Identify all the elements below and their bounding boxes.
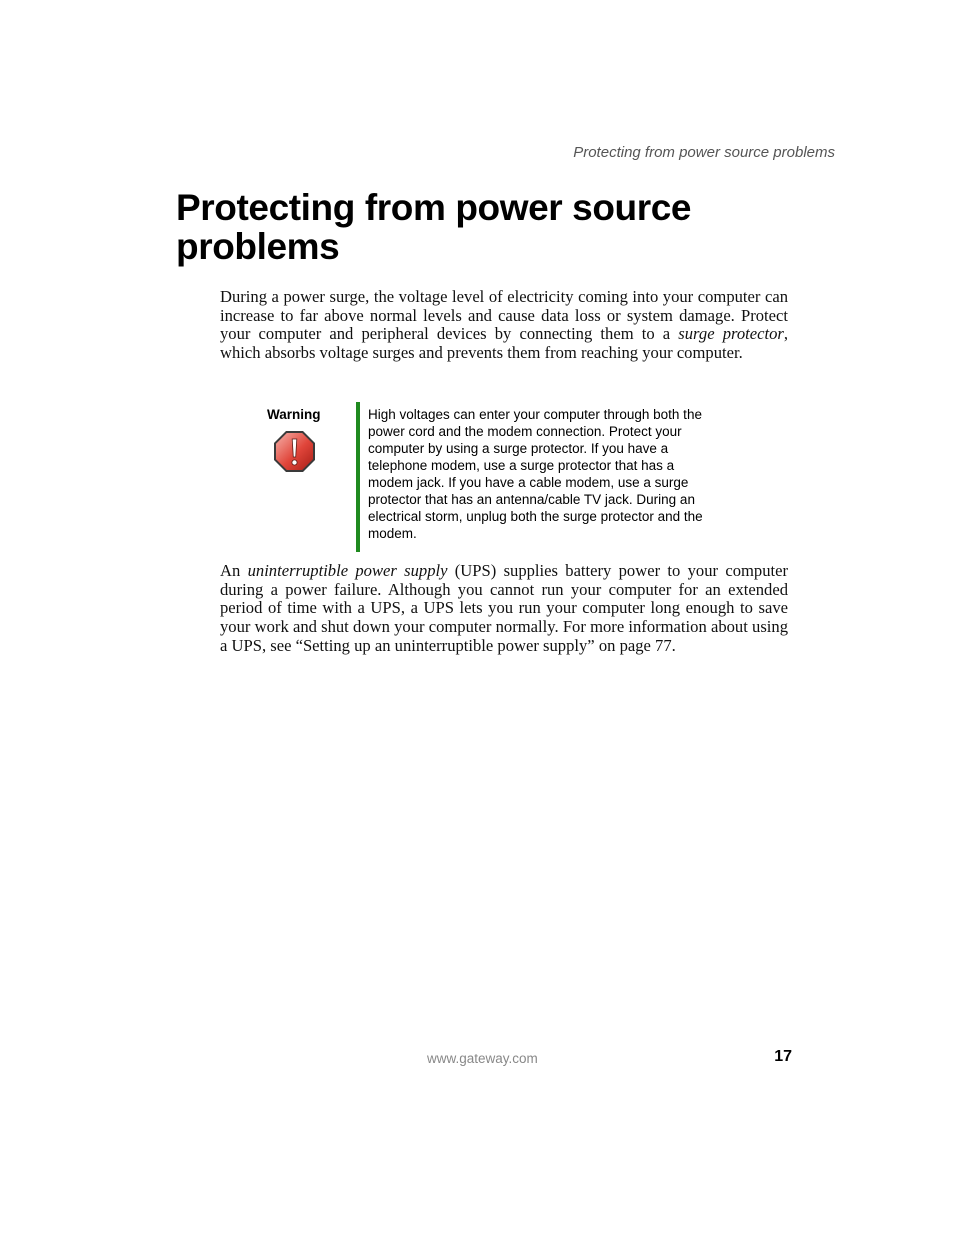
warning-line: power cord and the modem connection. Protect your — [368, 424, 682, 439]
warning-line: High voltages can enter your computer through both the — [368, 407, 702, 422]
warning-text — [368, 406, 733, 542]
page-number: 17 — [774, 1048, 792, 1065]
ups-paragraph — [220, 562, 788, 656]
intro-text-end: , which absorbs voltage surges and prevents them from reaching your computer. — [220, 324, 788, 363]
ups-text-end: (UPS) supplies battery power to your computer during a power failure. Although you cannot run your computer for an extended period of time with a UPS, a UPS lets you run your computer long enough to save your work and shut down your computer normally. For more information about using a UPS, see “Setting up an uninterruptible power supply” on page 77. — [220, 561, 788, 655]
intro-text: During a power surge, the voltage level of electricity coming into your computer can increase to far above normal levels and cause data loss or system damage. Protect your computer and peripheral devices by connecting them to a — [220, 287, 788, 344]
warning-line: computer by using a surge protector. If you have a — [368, 441, 669, 456]
ups-term: uninterruptible power supply — [247, 561, 448, 580]
surge-protector-term: surge protector — [678, 324, 784, 344]
warning-line: telephone modem, use a surge protector that has a — [368, 458, 675, 473]
warning-line: modem jack. If you have a cable modem, use a surge — [368, 475, 689, 490]
warning-line: electrical storm, unplug both the surge protector and the — [368, 509, 703, 524]
running-header: Protecting from power source problems — [573, 144, 835, 161]
ups-text: An — [220, 561, 248, 580]
intro-paragraph — [220, 288, 788, 363]
warning-line: modem. — [368, 526, 417, 541]
warning-divider-bar — [356, 402, 360, 552]
page-title: Protecting from power source problems — [176, 187, 692, 267]
warning-line: protector that has an antenna/cable TV jack. During an — [368, 492, 695, 507]
footer-url: www.gateway.com — [427, 1051, 538, 1066]
warning-label: Warning — [267, 407, 321, 422]
stop-sign-exclamation-icon — [273, 430, 316, 473]
